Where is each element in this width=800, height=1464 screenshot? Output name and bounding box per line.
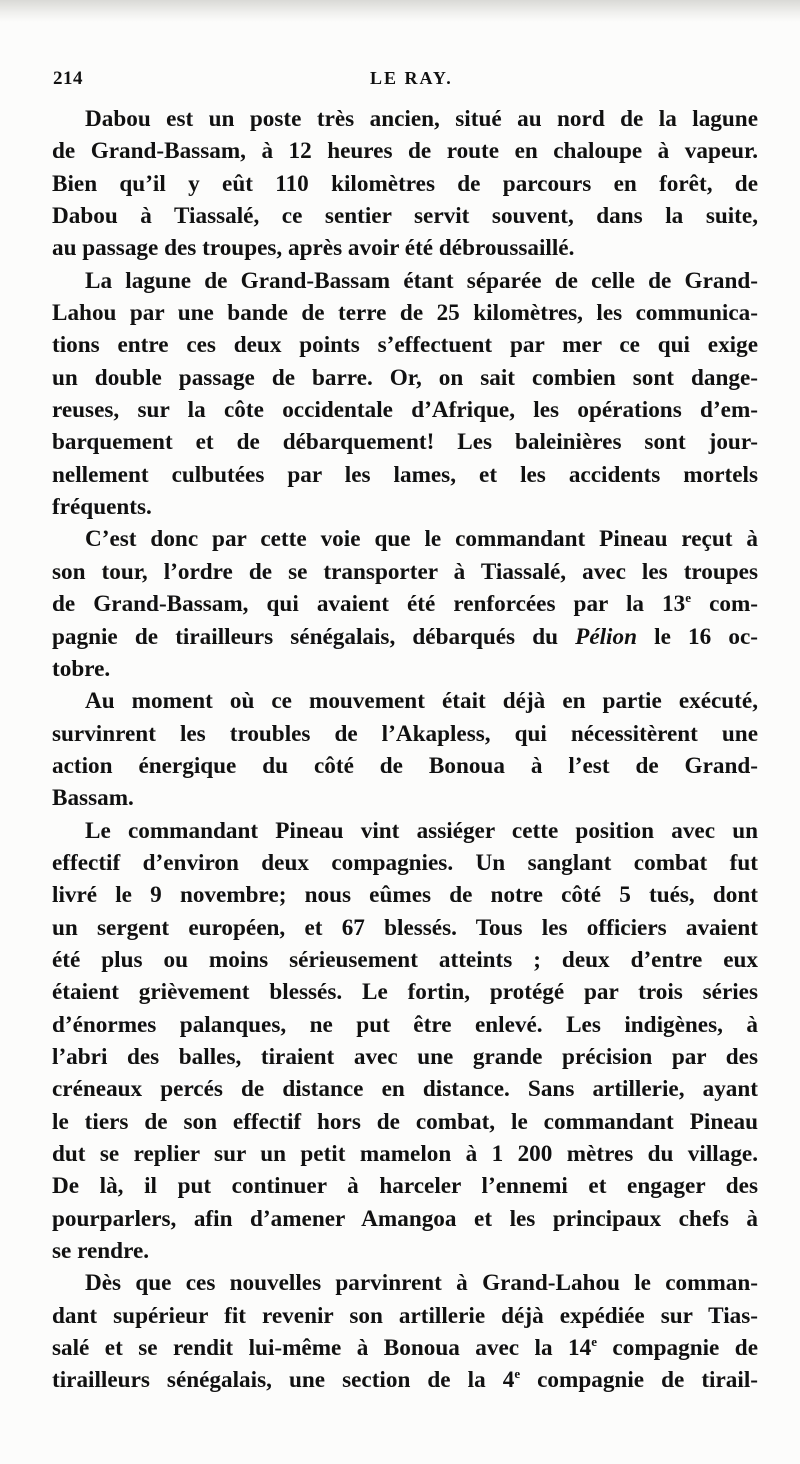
text-line-composite xyxy=(52,1364,758,1396)
text-line: étaient grièvement blessés. Le fortin, protégé par trois séries xyxy=(52,979,758,1006)
text-run: de Grand-Bassam, qui avaient été renforcées par la 13 xyxy=(52,591,686,618)
paragraph-2 xyxy=(52,265,758,524)
ordinal-superscript: e xyxy=(514,1366,521,1382)
text-line: Dès que ces nouvelles parvinrent à Grand-Lahou le comman- xyxy=(85,1270,758,1297)
text-line: La lagune de Grand-Bassam étant séparée de celle de Grand- xyxy=(85,267,758,294)
text-line: Au moment où ce mouvement était déjà en partie exécuté, xyxy=(85,688,758,715)
text-line: au passage des troupes, après avoir été débroussaillé. xyxy=(52,235,575,262)
text-line: Lahou par une bande de terre de 25 kilomètres, les communica- xyxy=(52,300,758,327)
text-line: le tiers de son effectif hors de combat, le commandant Pineau xyxy=(52,1108,758,1135)
ordinal-superscript: e xyxy=(591,1334,597,1350)
text-line-composite xyxy=(52,588,758,620)
text-line: d’énormes palanques, ne put être enlevé. Les indigènes, à xyxy=(52,1011,758,1038)
page-top-shadow xyxy=(0,0,800,22)
text-line: été plus ou moins sérieusement atteints ; deux d’entre eux xyxy=(52,946,758,973)
text-line: dant supérieur fit revenir son artillerie déjà expédiée sur Tias- xyxy=(52,1302,758,1329)
text-line: livré le 9 novembre; nous eûmes de notre côté 5 tués, dont xyxy=(52,882,758,909)
paragraph-3 xyxy=(52,523,758,685)
text-line: Bassam. xyxy=(52,785,134,812)
text-line: se rendre. xyxy=(52,1238,150,1265)
text-line: C’est donc par cette voie que le commandant Pineau reçut à xyxy=(85,526,758,553)
text-line: de Grand-Bassam, à 12 heures de route en chaloupe à vapeur. xyxy=(52,138,758,165)
text-line: effectif d’environ deux compagnies. Un sanglant combat fut xyxy=(52,849,758,876)
page-header xyxy=(53,68,747,98)
text-line: survinrent les troubles de l’Akapless, qui nécessitèrent une xyxy=(52,720,758,747)
text-run: salé et se rendit lui-même à Bonoua avec la 14 xyxy=(52,1335,592,1362)
text-line: reuses, sur la côte occidentale d’Afrique, les opérations d’em- xyxy=(52,397,758,424)
text-line: un sergent européen, et 67 blessés. Tous les officiers avaient xyxy=(52,914,758,941)
text-line: barquement et de débarquement! Les baleinières sont jour- xyxy=(52,429,758,456)
text-line: nellement culbutées par les lames, et les accidents mortels xyxy=(52,461,758,488)
paragraph-5 xyxy=(52,815,758,1268)
text-line: pourparlers, afin d’amener Amangoa et les principaux chefs à xyxy=(52,1205,758,1232)
text-line: Bien qu’il y eût 110 kilomètres de parcours en forêt, de xyxy=(52,170,758,197)
text-line: Le commandant Pineau vint assiéger cette position avec un xyxy=(85,817,758,844)
running-head: LE RAY. xyxy=(370,68,453,88)
body-text xyxy=(52,103,758,1397)
text-line: tobre. xyxy=(52,655,111,682)
text-line-composite xyxy=(52,1332,758,1364)
ship-name: Pélion xyxy=(575,623,637,650)
text-line: l’abri des balles, tiraient avec une grande précision par des xyxy=(52,1043,758,1070)
text-line: action énergique du côté de Bonoua à l’est de Grand- xyxy=(52,752,758,779)
text-line: un double passage de barre. Or, on sait combien sont dange- xyxy=(52,364,758,391)
text-line: dut se replier sur un petit mamelon à 1 200 mètres du village. xyxy=(52,1141,758,1167)
paragraph-4 xyxy=(52,685,758,814)
text-line: Dabou à Tiassalé, ce sentier servit souvent, dans la suite, xyxy=(52,203,758,230)
text-run: pagnie de tirailleurs sénégalais, débarqués du xyxy=(52,623,576,650)
text-run: tirailleurs sénégalais, une section de la 4 xyxy=(52,1367,515,1394)
text-run: le 16 oc- xyxy=(637,623,758,650)
text-line: son tour, l’ordre de se transporter à Tiassalé, avec les troupes xyxy=(52,558,758,585)
paragraph-1 xyxy=(52,103,758,265)
text-run: compagnie de tirail- xyxy=(520,1367,758,1394)
text-line: tions entre ces deux points s’effectuent par mer ce qui exige xyxy=(52,332,758,359)
paragraph-6 xyxy=(52,1267,758,1396)
text-line: créneaux percés de distance en distance. Sans artillerie, ayant xyxy=(52,1076,758,1103)
text-line: Dabou est un poste très ancien, situé au nord de la lagune xyxy=(85,106,758,132)
text-run: com- xyxy=(691,591,758,618)
text-line-composite xyxy=(52,621,758,653)
ordinal-superscript: e xyxy=(685,590,692,606)
page-number: 214 xyxy=(53,68,83,89)
text-run: compagnie de xyxy=(596,1335,758,1362)
text-line: De là, il put continuer à harceler l’ennemi et engager des xyxy=(52,1173,758,1200)
text-line: fréquents. xyxy=(52,494,152,521)
